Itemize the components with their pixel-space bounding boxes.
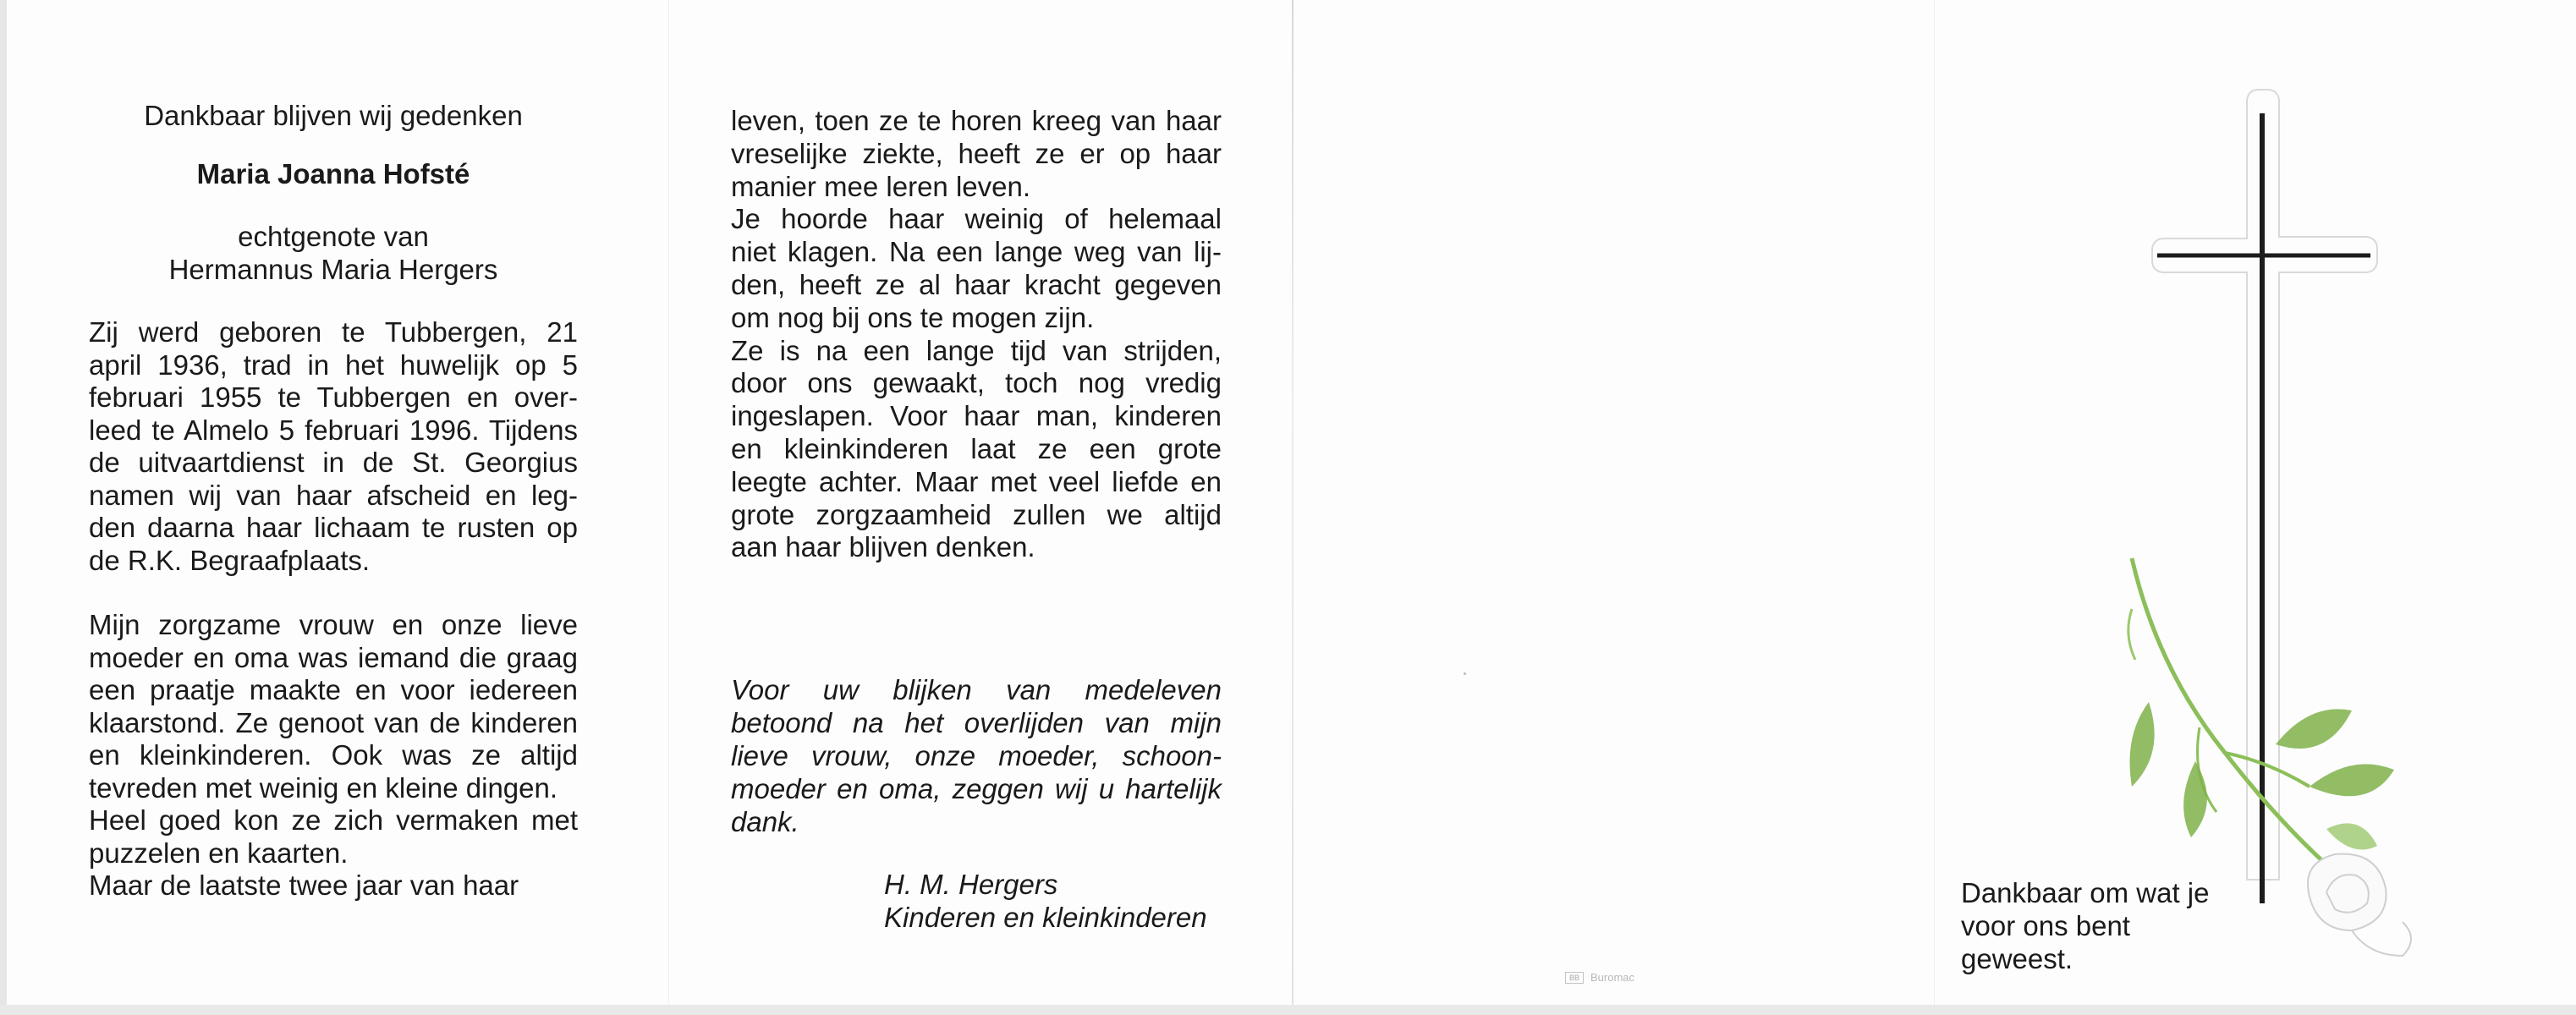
- text-line: aan haar blijven denken.: [731, 531, 1035, 563]
- text-line: en kleinkinderen. Ook was ze altijd: [89, 739, 578, 771]
- text-line: ingeslapen. Voor haar man, kinderen: [731, 400, 1222, 432]
- text-line: den, heeft ze al haar kracht gegeven: [731, 268, 1222, 300]
- signature: [884, 868, 1207, 934]
- card-left-edge: [0, 0, 7, 1015]
- thanks-text: [731, 673, 1222, 838]
- text-line: tevreden met weinig en kleine dingen.: [89, 771, 558, 804]
- text-line: manier mee leren leven.: [731, 170, 1031, 202]
- fold-line: [1934, 0, 1935, 1007]
- fold-line: [668, 0, 669, 1007]
- card-bottom-edge: [0, 1005, 2576, 1015]
- motto-text: [1961, 876, 2240, 975]
- cross-with-rose-icon: [2098, 85, 2453, 981]
- text-line: april 1936, trad in het huwelijk op 5: [89, 348, 578, 381]
- text-line: voor ons bent: [1961, 910, 2130, 941]
- text-line: Mijn zorgzame vrouw en onze lieve: [89, 609, 578, 640]
- panel-left: [89, 100, 578, 903]
- text-line: dank.: [731, 806, 799, 837]
- text-line: Heel goed kon ze zich vermaken met: [89, 804, 578, 836]
- text-line: Je hoorde haar weinig of helemaal: [731, 203, 1222, 235]
- text-line: leed te Almelo 5 februari 1996. Tijdens: [89, 414, 578, 446]
- text-line: leven, toen ze te horen kreeg van haar: [731, 105, 1222, 136]
- text-line: moeder en oma, zeggen wij u hartelijk: [731, 773, 1222, 804]
- text-line: Maar de laatste twee jaar van haar: [89, 870, 519, 901]
- intro-line: Dankbaar blijven wij gedenken: [144, 100, 523, 131]
- spouse-label: echtgenote van: [238, 221, 429, 252]
- text-line: klaarstond. Ze genoot van de kinderen: [89, 706, 578, 738]
- paper-speck: [1464, 672, 1466, 675]
- text-line: een praatje maakte en voor iedereen: [89, 674, 578, 705]
- printer-logo-icon: BB: [1565, 972, 1584, 984]
- signature-family: Kinderen en kleinkinderen: [884, 902, 1207, 933]
- text-line: geweest.: [1961, 943, 2073, 974]
- text-line: vreselijke ziekte, heeft ze er op haar: [731, 137, 1222, 169]
- signature-name: H. M. Hergers: [884, 869, 1058, 900]
- printer-imprint: [1565, 971, 1634, 984]
- text-line: puzzelen en kaarten.: [89, 837, 349, 869]
- center-fold: [1292, 0, 1293, 1007]
- white-rose-icon: [2308, 854, 2411, 957]
- printer-name: Buromac: [1590, 971, 1635, 984]
- text-line: Voor uw blijken van medeleven: [731, 674, 1222, 705]
- text-line: betoond na het overlijden van mijn: [731, 707, 1222, 738]
- text-line: en kleinkinderen laat ze een grote: [731, 432, 1222, 464]
- text-line: Zij werd geboren te Tubbergen, 21: [89, 316, 578, 348]
- text-line: leegte achter. Maar met veel liefde en: [731, 465, 1222, 497]
- continuation-text: [731, 105, 1222, 564]
- text-line: de uitvaartdienst in de St. Georgius: [89, 447, 578, 478]
- text-line: grote zorgzaamheid zullen we altijd: [731, 498, 1222, 530]
- text-line: namen wij van haar afscheid en leg-: [89, 479, 578, 511]
- text-line: de R.K. Begraafplaats.: [89, 544, 371, 576]
- deceased-name: Maria Joanna Hofsté: [196, 157, 470, 189]
- spouse-name: Hermannus Maria Hergers: [168, 253, 498, 285]
- text-line: den daarna haar lichaam te rusten op: [89, 512, 578, 543]
- text-line: lieve vrouw, onze moeder, schoon-: [731, 740, 1222, 771]
- text-line: niet klagen. Na een lange weg van lij-: [731, 236, 1222, 268]
- text-line: Dankbaar om wat je: [1961, 877, 2210, 908]
- text-line: moeder en oma was iemand die graag: [89, 641, 578, 673]
- text-line: februari 1955 te Tubbergen en over-: [89, 381, 578, 413]
- text-line: Ze is na een lange tijd van strijden,: [731, 334, 1222, 366]
- text-line: door ons gewaakt, toch nog vredig: [731, 367, 1222, 399]
- memory-text: [89, 609, 578, 903]
- text-line: om nog bij ons te mogen zijn.: [731, 301, 1095, 333]
- biography: [89, 316, 578, 577]
